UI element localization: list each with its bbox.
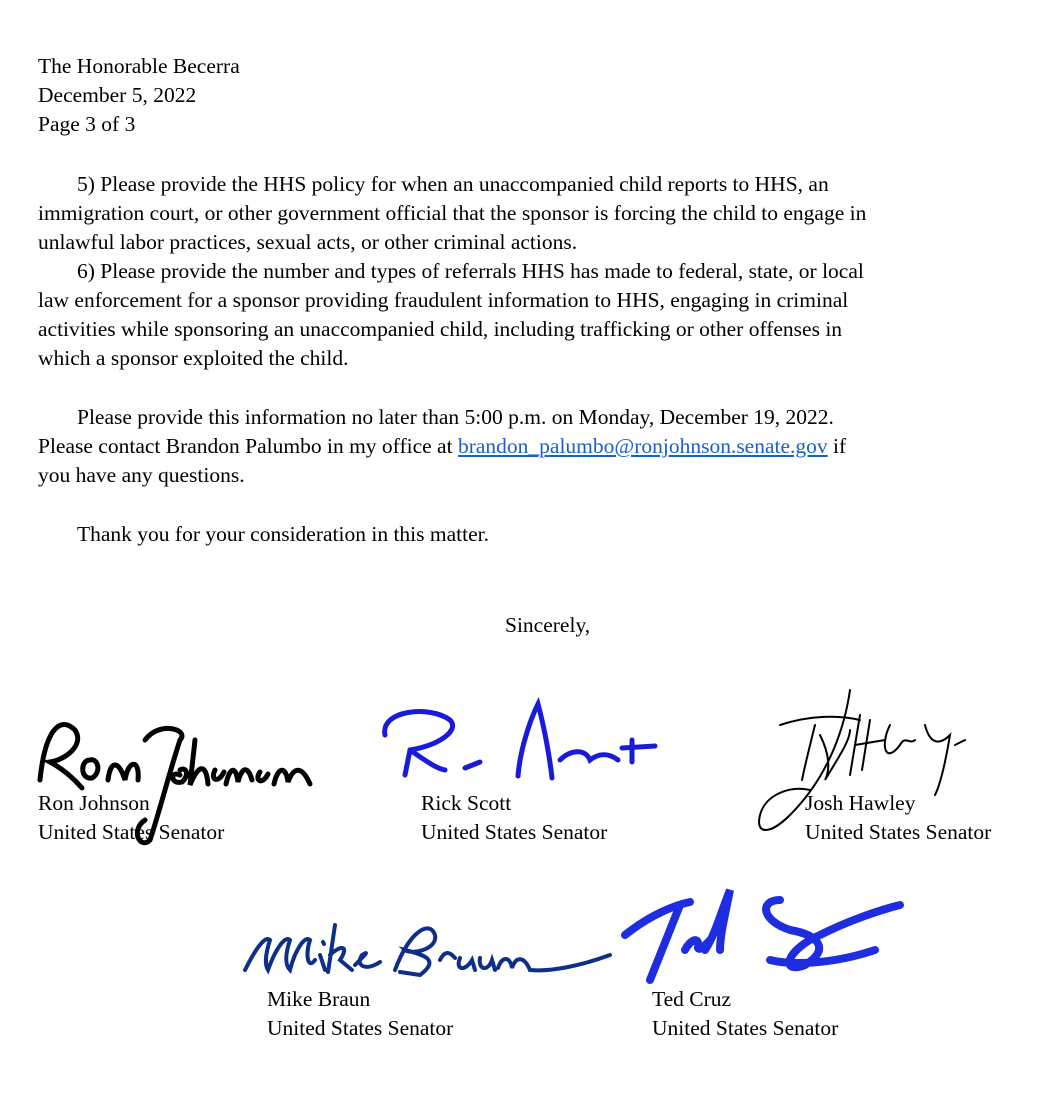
signature-mike-braun — [240, 900, 620, 990]
date-line: December 5, 2022 — [38, 83, 197, 107]
paragraph-5-line: 5) Please provide the HHS policy for when an unaccompanied child reports to HHS, an — [77, 172, 829, 196]
email-link[interactable]: brandon_palumbo@ronjohnson.senate.gov — [457, 434, 828, 458]
signer-name-rick-scott: Rick Scott — [421, 791, 512, 815]
closing: Sincerely, — [505, 613, 591, 637]
questions-line: you have any questions. — [38, 463, 245, 487]
signer-title-ted-cruz: United States Senator — [652, 1016, 839, 1040]
signer-title-mike-braun: United States Senator — [267, 1016, 454, 1040]
paragraph-6-line: which a sponsor exploited the child. — [38, 346, 349, 370]
contact-line — [38, 432, 846, 461]
signer-name-josh-hawley: Josh Hawley — [805, 791, 916, 815]
page-number: Page 3 of 3 — [38, 112, 136, 136]
contact-text-end: if — [827, 434, 847, 458]
paragraph-6-line: activities while sponsoring an unaccompanied child, including trafficking or other offenses in — [38, 317, 843, 341]
paragraph-6-line: 6) Please provide the number and types of referrals HHS has made to federal, state, or local — [77, 259, 864, 283]
signer-title-ron-johnson: United States Senator — [38, 820, 225, 844]
recipient-line: The Honorable Becerra — [38, 54, 240, 78]
signature-ted-cruz — [620, 880, 920, 1000]
signer-name-mike-braun: Mike Braun — [267, 987, 371, 1011]
signer-name-ted-cruz: Ted Cruz — [652, 987, 732, 1011]
paragraph-6-line: law enforcement for a sponsor providing fraudulent information to HHS, engaging in criminal — [38, 288, 849, 312]
signer-title-josh-hawley: United States Senator — [805, 820, 992, 844]
signer-name-ron-johnson: Ron Johnson — [38, 791, 150, 815]
signature-rick-scott — [370, 690, 670, 790]
contact-text: Please contact Brandon Palumbo in my office at — [38, 434, 458, 458]
paragraph-5-line: unlawful labor practices, sexual acts, or other criminal actions. — [38, 230, 578, 254]
thanks-line: Thank you for your consideration in this matter. — [77, 522, 489, 546]
paragraph-5-line: immigration court, or other government official that the sponsor is forcing the child to engage in — [38, 201, 867, 225]
deadline-line: Please provide this information no later than 5:00 p.m. on Monday, December 19, 2022. — [77, 405, 834, 429]
signer-title-rick-scott: United States Senator — [421, 820, 608, 844]
